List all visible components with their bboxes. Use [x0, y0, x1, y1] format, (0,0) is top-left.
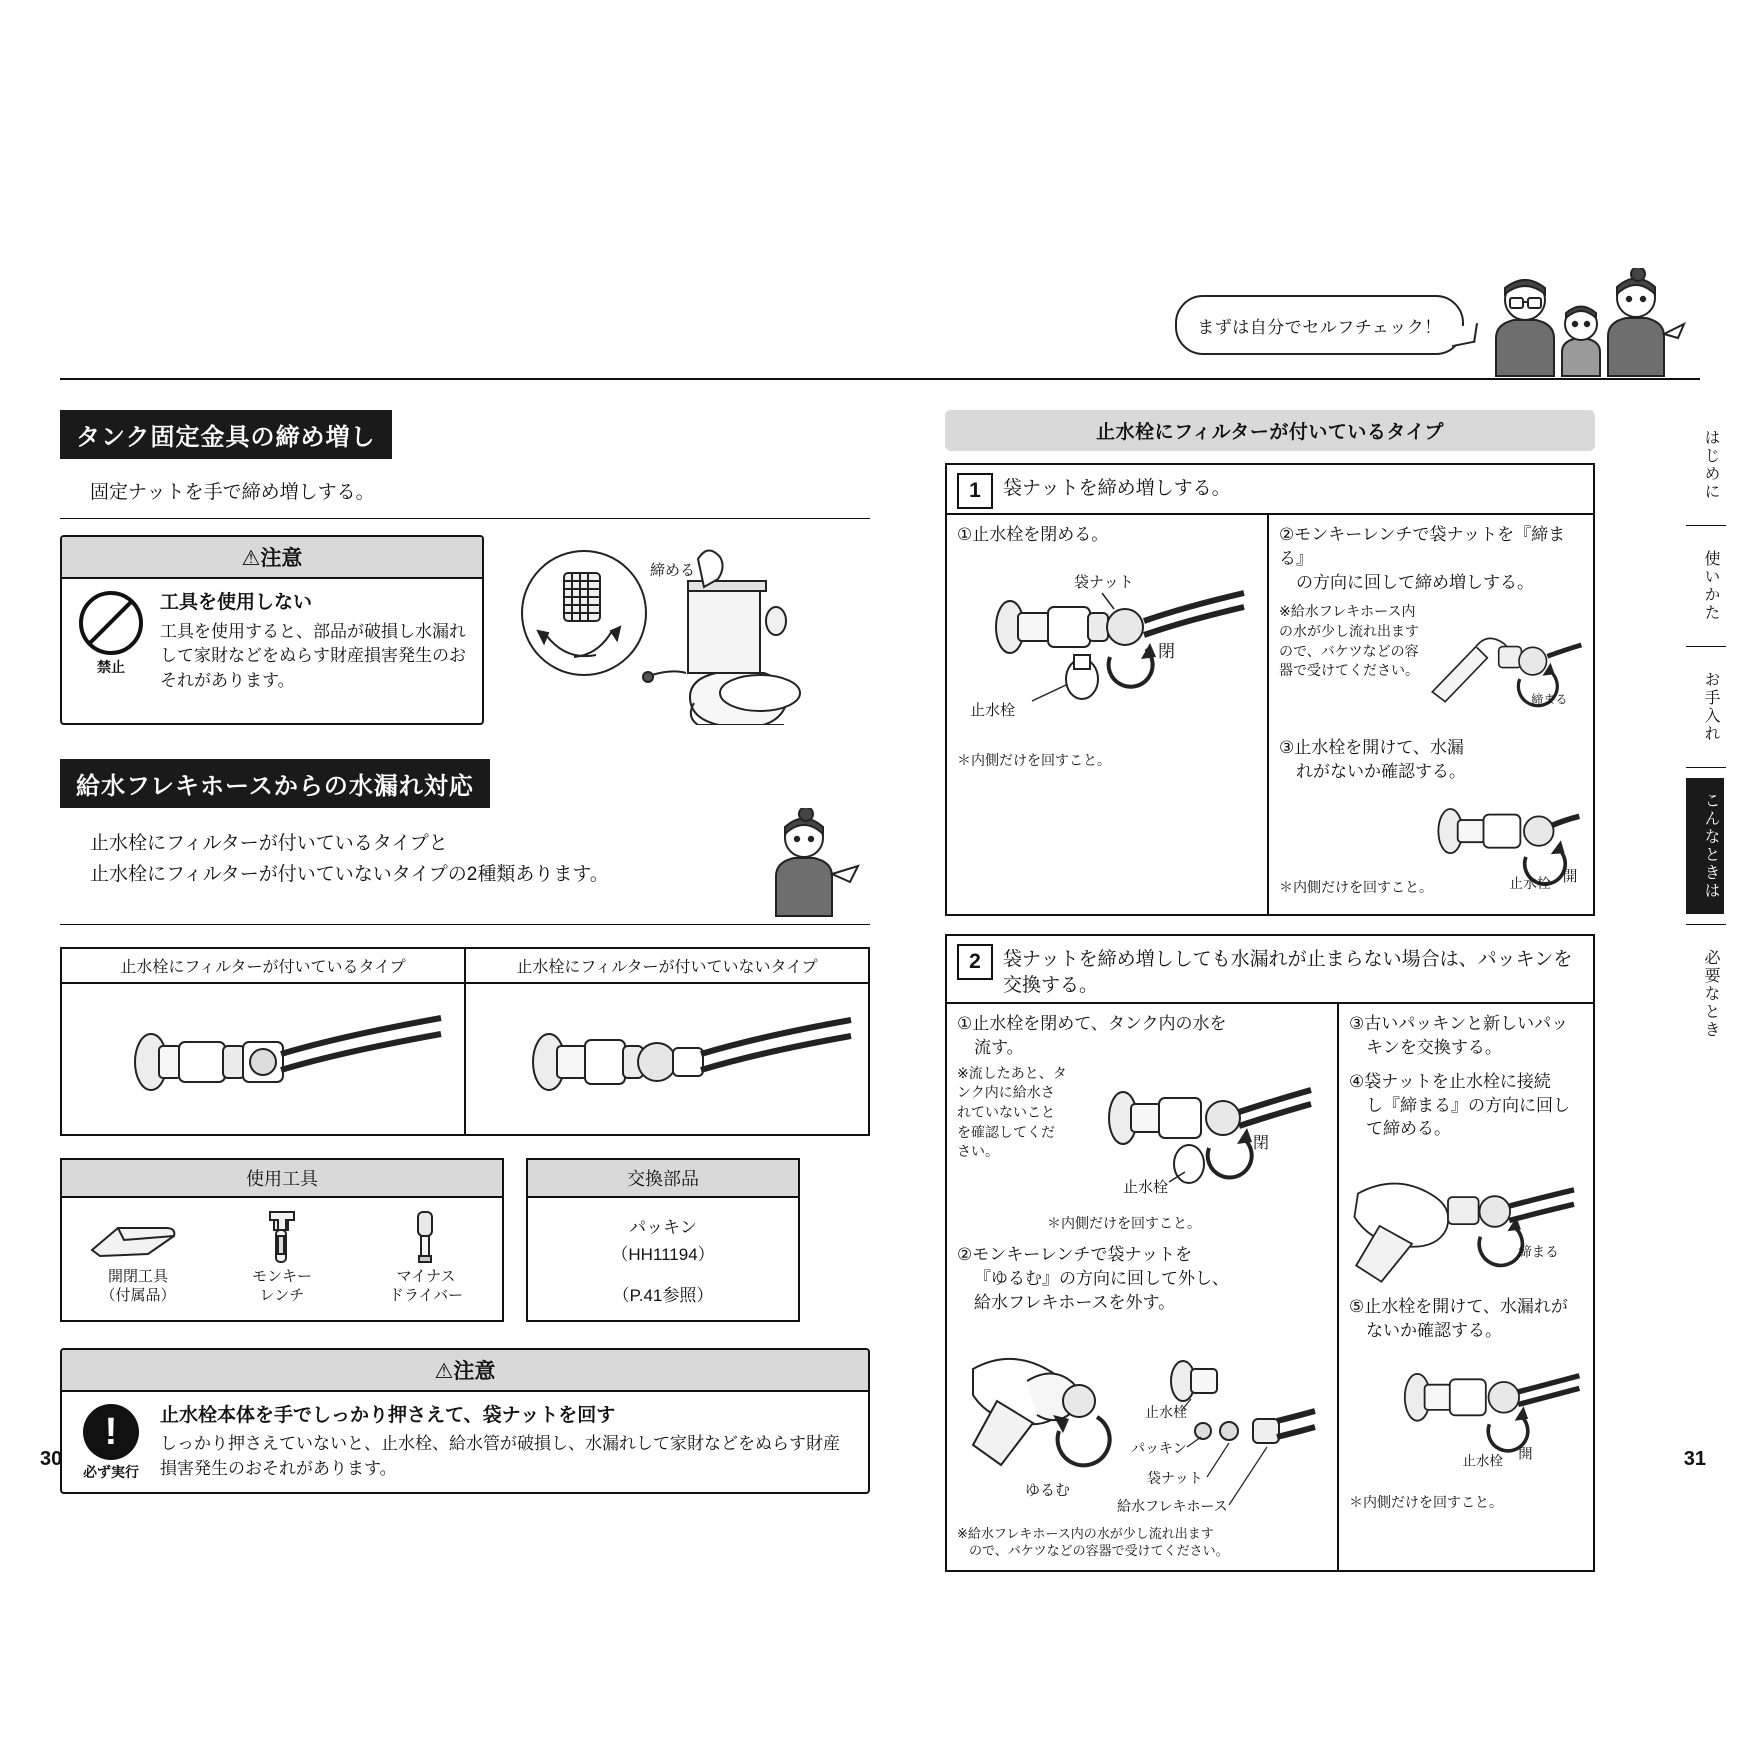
caution-box-2 [60, 1348, 870, 1494]
step-2-item-4-l3: て締める。 [1366, 1119, 1451, 1139]
step-1-item-2-l2: の方向に回して締め増しする。 [1296, 572, 1534, 592]
step-2-item-2-l1: ②モンキーレンチで袋ナットを [957, 1245, 1193, 1265]
section1-lead: 固定ナットを手で締め増しする。 [90, 482, 375, 503]
right-page-content [945, 410, 1595, 1572]
type-image-1 [466, 984, 868, 1134]
step-2-figure-1 [1067, 1064, 1327, 1214]
step-2-item-1-l2: 流す。 [974, 1038, 1024, 1058]
prohibit-sign [74, 589, 148, 693]
step-1-item-3-l1: ③止水栓を開けて、水漏 [1279, 738, 1464, 758]
caution-1-body: 工具を使用すると、部品が破損し水漏れして家財などをぬらす財産損害発生のおそれがあります。 [160, 621, 466, 690]
step-2-figure-4 [1349, 1343, 1583, 1493]
side-tab-1[interactable]: 使いかた [1702, 550, 1719, 622]
page-number-right: 31 [1683, 1448, 1706, 1470]
step-2-note-3-l1: ※給水フレキホース内の水が少し流れ出ます [957, 1525, 1214, 1541]
step-2-hose-label: 給水フレキホース [1117, 1497, 1228, 1514]
tool-1-line2: レンチ [259, 1286, 305, 1304]
section-title-hose-leak: 給水フレキホースからの水漏れ対応 [60, 759, 490, 808]
step-1-note-3: ＊内側だけを回すこと。 [1279, 879, 1433, 896]
page-number-left: 30 [40, 1448, 63, 1470]
side-tab-3[interactable]: こんなときは [1686, 778, 1724, 914]
speech-bubble-text: まずは自分でセルフチェック！ [1197, 317, 1442, 337]
tool-item-2 [354, 1206, 498, 1306]
step-1-valve-label: 止水栓 [970, 701, 1016, 719]
part-ref: （P.41参照） [612, 1286, 714, 1306]
open-close-tool-icon [66, 1206, 210, 1268]
step-2-loose-label: ゆるむ [1025, 1481, 1071, 1499]
step-2-valve-label: 止水栓 [1123, 1178, 1169, 1196]
step-2-item-5-l1: ⑤止水栓を開けて、水漏れが [1349, 1297, 1568, 1317]
step-2-item-1-l1: ①止水栓を閉めて、タンク内の水を [957, 1014, 1227, 1034]
step-2-valve-label-2: 止水栓 [1145, 1403, 1187, 1420]
step-2-title-l1: 袋ナットを締め増ししても水漏れが止まらない場合は、パッキンを [1003, 948, 1573, 970]
side-tab-0[interactable]: はじめに [1702, 429, 1719, 501]
step-2-item-5-l2: ないか確認する。 [1366, 1321, 1502, 1341]
side-tab-2[interactable]: お手入れ [1702, 671, 1719, 743]
type-header-1: 止水栓にフィルターが付いていないタイプ [466, 949, 868, 984]
caution-box-1 [60, 535, 484, 725]
toilet-tank-figure [502, 535, 842, 725]
step-2-nut-label: 袋ナット [1147, 1469, 1203, 1486]
parts-header: 交換部品 [528, 1160, 798, 1198]
step-1-item-3-l2: れがないか確認する。 [1296, 762, 1466, 782]
valve-type-table [60, 947, 870, 1136]
part-name: パッキン [629, 1218, 697, 1237]
step-2-figure-2 [957, 1315, 1327, 1525]
step-1-note-1: ＊内側だけを回すこと。 [957, 751, 1111, 768]
left-page-content [60, 410, 870, 1494]
step-1-open-label: 開 [1562, 868, 1578, 885]
type-header-0: 止水栓にフィルターが付いているタイプ [62, 949, 464, 984]
part-code: （HH11194） [611, 1245, 715, 1265]
step-1-note-2: ※給水フレキホース内の水が少し流れ出ますので、バケツなどの容器で受けてください。 [1279, 603, 1419, 679]
step-2-packing-label: パッキン [1131, 1439, 1187, 1456]
step-2-title-l2: 交換する。 [1003, 974, 1099, 996]
step-1-item-1: ①止水栓を閉める。 [957, 525, 1109, 544]
step-2-item-3-l1: ③古いパッキンと新しいパッ [1349, 1014, 1569, 1034]
tools-and-parts [60, 1158, 870, 1322]
monkey-wrench-icon [210, 1206, 354, 1268]
step-1-close-label: 閉 [1158, 641, 1175, 661]
step-2-item-4-l1: ④袋ナットを止水栓に接続 [1349, 1071, 1551, 1091]
step-1-tighten-label: 締まる [1531, 692, 1568, 707]
header-divider [60, 378, 1700, 380]
tools-header: 使用工具 [62, 1160, 502, 1198]
step-2-item-2-l2: 『ゆるむ』の方向に回して外し、 [974, 1269, 1229, 1289]
speech-bubble [1175, 295, 1464, 355]
step-1-figure-2 [1429, 602, 1583, 730]
step-2-open-label: 開 [1518, 1446, 1533, 1463]
type-cell-without-filter [464, 949, 868, 1134]
step-1-right-col [1267, 515, 1593, 914]
tool-1-line1: モンキー [251, 1268, 312, 1285]
tool-0-line2: （付属品） [100, 1286, 176, 1304]
right-page-header: 止水栓にフィルターが付いているタイプ [945, 410, 1595, 451]
step-1-valve-label-2: 止水栓 [1509, 875, 1551, 892]
type-cell-with-filter [62, 949, 464, 1134]
step-2-note-1: ※流したあと、タンク内に給水されていないことを確認してください。 [957, 1064, 1067, 1160]
tool-2-line2: ドライバー [388, 1286, 464, 1304]
step-2-figure-3 [1349, 1141, 1583, 1291]
side-tab-strip [1686, 415, 1726, 1063]
side-tab-4[interactable]: 必要なとき [1702, 949, 1719, 1039]
step-2-item-4-l2: し『締まる』の方向に回し [1366, 1095, 1570, 1115]
step-2-left-col [947, 1004, 1337, 1570]
section1-rule [60, 518, 870, 519]
step-2-right-col [1337, 1004, 1593, 1570]
prohibit-sign-label: 禁止 [97, 659, 125, 675]
step-2-note-3-l2: ので、バケツなどの容器で受けてください。 [969, 1543, 1229, 1559]
parts-box [526, 1158, 800, 1322]
step-1-figure-1 [957, 551, 1257, 751]
step-2-box [945, 934, 1595, 1572]
figure-label-tighten: 締める [650, 562, 696, 579]
step-2-tighten-label: 締まる [1518, 1244, 1559, 1260]
step-1-number: 1 [957, 473, 993, 509]
woman-illustration [750, 808, 870, 918]
step-2-item-3-l2: キンを交換する。 [1366, 1038, 1502, 1058]
caution-2-header: ⚠注意 [62, 1350, 868, 1392]
family-illustration [1478, 268, 1688, 378]
caution-1-title: 工具を使用しない [160, 592, 313, 613]
step-1-title: 袋ナットを締め増しする。 [1003, 478, 1231, 499]
section2-rule [60, 924, 870, 925]
tool-0-line1: 開閉工具 [107, 1268, 168, 1285]
step-2-number: 2 [957, 944, 993, 980]
tool-2-line1: マイナス [396, 1268, 456, 1285]
tools-box [60, 1158, 504, 1322]
caution-2-title: 止水栓本体を手でしっかり押さえて、袋ナットを回す [160, 1404, 616, 1426]
mandatory-sign: ! 必ず実行 [74, 1402, 148, 1482]
section2-lead-1: 止水栓にフィルターが付いているタイプと [90, 833, 448, 854]
mandatory-sign-label: 必ず実行 [83, 1463, 139, 1480]
caution-1-header: ⚠注意 [62, 537, 482, 579]
step-1-box [945, 463, 1595, 916]
tool-item-1 [210, 1206, 354, 1306]
step-2-item-2-l3: 給水フレキホースを外す。 [974, 1293, 1176, 1313]
tool-item-0 [66, 1206, 210, 1306]
step-1-figure-3 [1279, 784, 1583, 904]
caution-2-body: しっかり押さえていないと、止水栓、給水管が破損し、水漏れして家財などをぬらす財産損害発生のおそれがあります。 [160, 1434, 840, 1478]
step-1-left-col [947, 515, 1267, 914]
flathead-screwdriver-icon [354, 1206, 498, 1268]
step-2-close-label: 閉 [1253, 1134, 1270, 1152]
section-title-tank-fix: タンク固定金具の締め増し [60, 410, 392, 459]
section2-lead-2: 止水栓にフィルターが付いていないタイプの2種類あります。 [90, 864, 609, 885]
step-2-note-2: ＊内側だけを回すこと。 [1047, 1214, 1201, 1231]
step-2-note-4: ＊内側だけを回すこと。 [1349, 1493, 1503, 1510]
step-1-nut-label: 袋ナット [1074, 573, 1134, 591]
step-1-item-2-l1: ②モンキーレンチで袋ナットを『締まる』 [1279, 525, 1566, 568]
step-2-valve-label-3: 止水栓 [1462, 1453, 1503, 1469]
type-image-0 [62, 984, 464, 1134]
